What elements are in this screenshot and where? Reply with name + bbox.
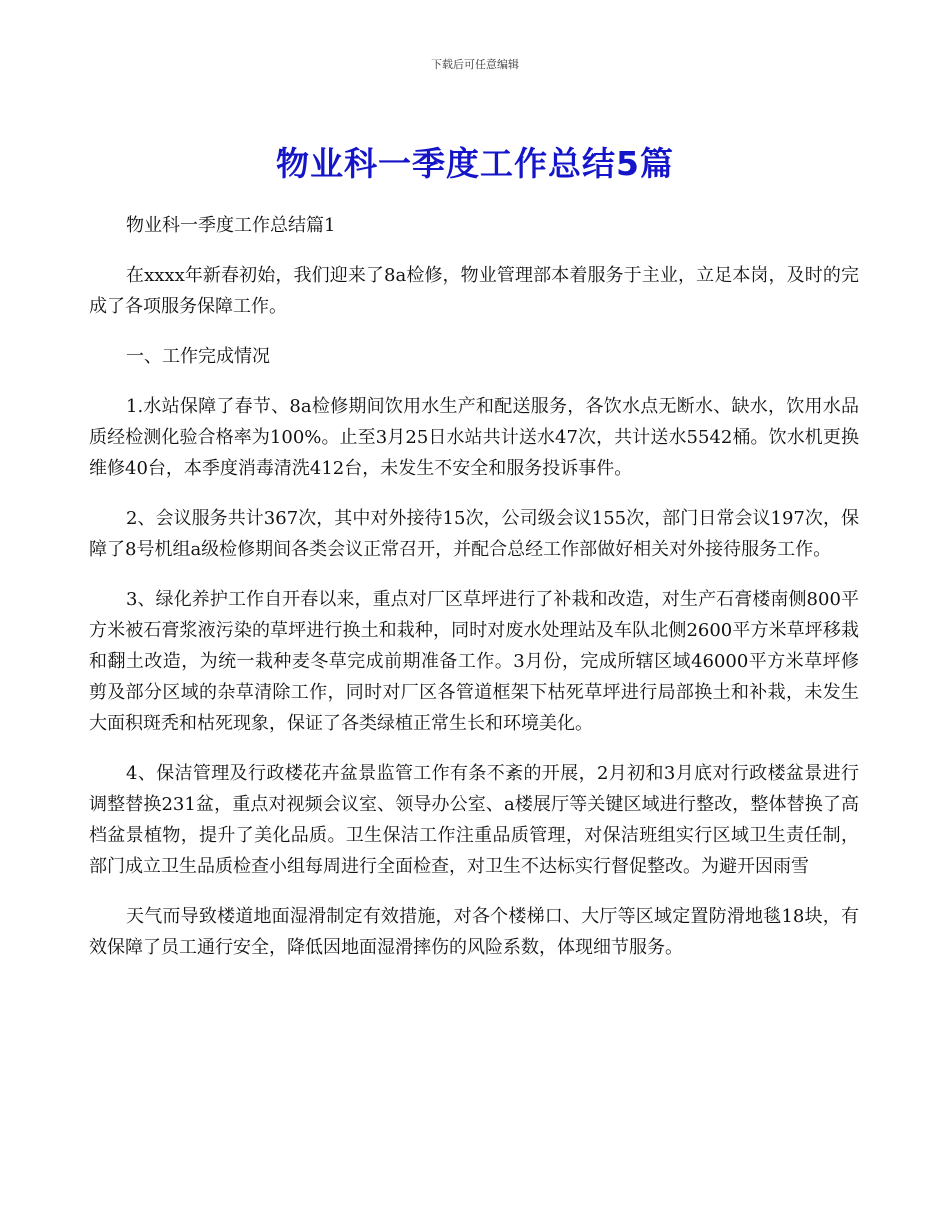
paragraph: 在xxxx年新春初始，我们迎来了8a检修，物业管理部本着服务于主业，立足本岗，及时的完成了各项服务保障工作。 <box>89 265 859 317</box>
section-heading: 物业科一季度工作总结篇1 <box>126 215 336 236</box>
paragraph: 1.水站保障了春节、8a检修期间饮用水生产和配送服务，各饮水点无断水、缺水，饮用水品质经检测化验合格率为100%。止至3月25日水站共计送水47次，共计送水5542桶。饮水机更换维修40台，本季度消毒清洗412台，未发生不安全和服务投诉事件。 <box>89 396 859 479</box>
paragraph: 天气而导致楼道地面湿滑制定有效措施，对各个楼梯口、大厅等区域定置防滑地毯18块，有效保障了员工通行安全，降低因地面湿滑摔伤的风险系数，体现细节服务。 <box>89 906 859 958</box>
document-title: 物业科一季度工作总结5篇 <box>276 144 674 183</box>
subsection-heading: 一、工作完成情况 <box>126 346 270 367</box>
paragraph: 4、保洁管理及行政楼花卉盆景监管工作有条不紊的开展，2月初和3月底对行政楼盆景进行调整替换231盆，重点对视频会议室、领导办公室、a楼展厅等关键区域进行整改，整体替换了高档盆景植物，提升了美化品质。卫生保洁工作注重品质管理，对保洁班组实行区域卫生责任制，部门成立卫生品质检查小组每周进行全面检查，对卫生不达标实行督促整改。为避开因雨雪 <box>89 763 859 877</box>
document-body <box>89 210 859 982</box>
paragraph: 3、绿化养护工作自开春以来，重点对厂区草坪进行了补栽和改造，对生产石膏楼南侧800平方米被石膏浆液污染的草坪进行换土和栽种，同时对废水处理站及车队北侧2600平方米草坪移栽和翻土改造，为统一栽种麦冬草完成前期准备工作。3月份，完成所辖区域46000平方米草坪修剪及部分区域的杂草清除工作，同时对厂区各管道框架下枯死草坪进行局部换土和补栽，未发生大面积斑秃和枯死现象，保证了各类绿植正常生长和环境美化。 <box>89 589 859 734</box>
paragraph: 2、会议服务共计367次，其中对外接待15次，公司级会议155次，部门日常会议197次，保障了8号机组a级检修期间各类会议正常召开，并配合总经工作部做好相关对外接待服务工作。 <box>89 508 859 560</box>
header-note: 下载后可任意编辑 <box>431 58 519 71</box>
